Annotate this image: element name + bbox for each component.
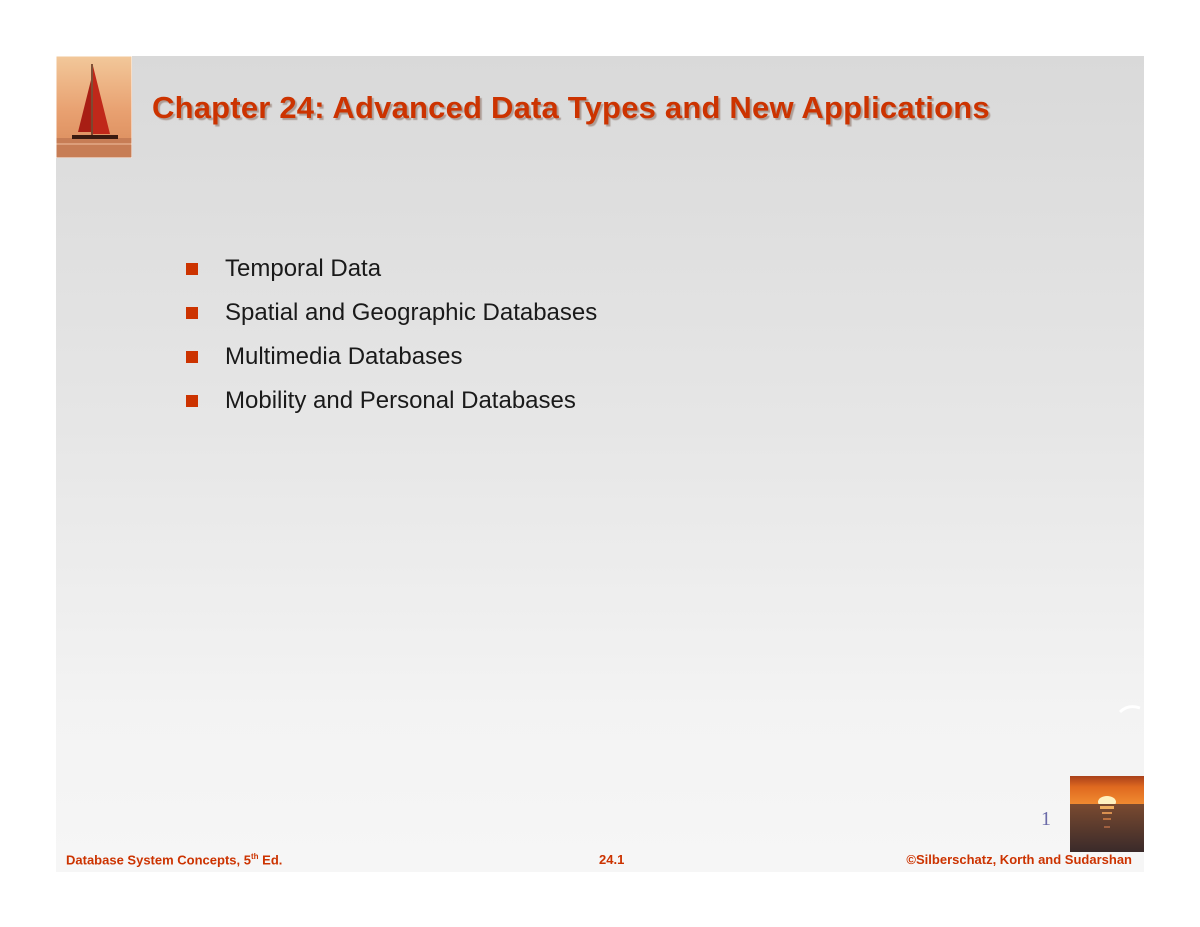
footer-slide-number: 24.1	[599, 852, 625, 867]
slide-title: Chapter 24: Advanced Data Types and New Applications	[152, 90, 990, 125]
list-item-text: Spatial and Geographic Databases	[225, 299, 598, 326]
list-item-text: Multimedia Databases	[225, 343, 463, 370]
sailboat-logo-icon	[56, 56, 132, 158]
decorative-mark-icon	[1118, 704, 1142, 714]
list-item	[186, 384, 597, 428]
sunset-image-icon	[1070, 776, 1144, 852]
list-item-text: Mobility and Personal Databases	[225, 387, 576, 414]
square-bullet-icon	[186, 307, 198, 319]
bullet-list	[186, 252, 597, 428]
slide	[56, 56, 1144, 872]
footer-copyright: ©Silberschatz, Korth and Sudarshan	[906, 852, 1132, 867]
list-item	[186, 252, 597, 296]
list-item	[186, 340, 597, 384]
square-bullet-icon	[186, 395, 198, 407]
list-item	[186, 296, 597, 340]
page-number: 1	[1041, 808, 1051, 830]
square-bullet-icon	[186, 351, 198, 363]
list-item-text: Temporal Data	[225, 255, 382, 282]
square-bullet-icon	[186, 263, 198, 275]
footer-book-title: Database System Concepts, 5th Ed.	[66, 852, 283, 868]
